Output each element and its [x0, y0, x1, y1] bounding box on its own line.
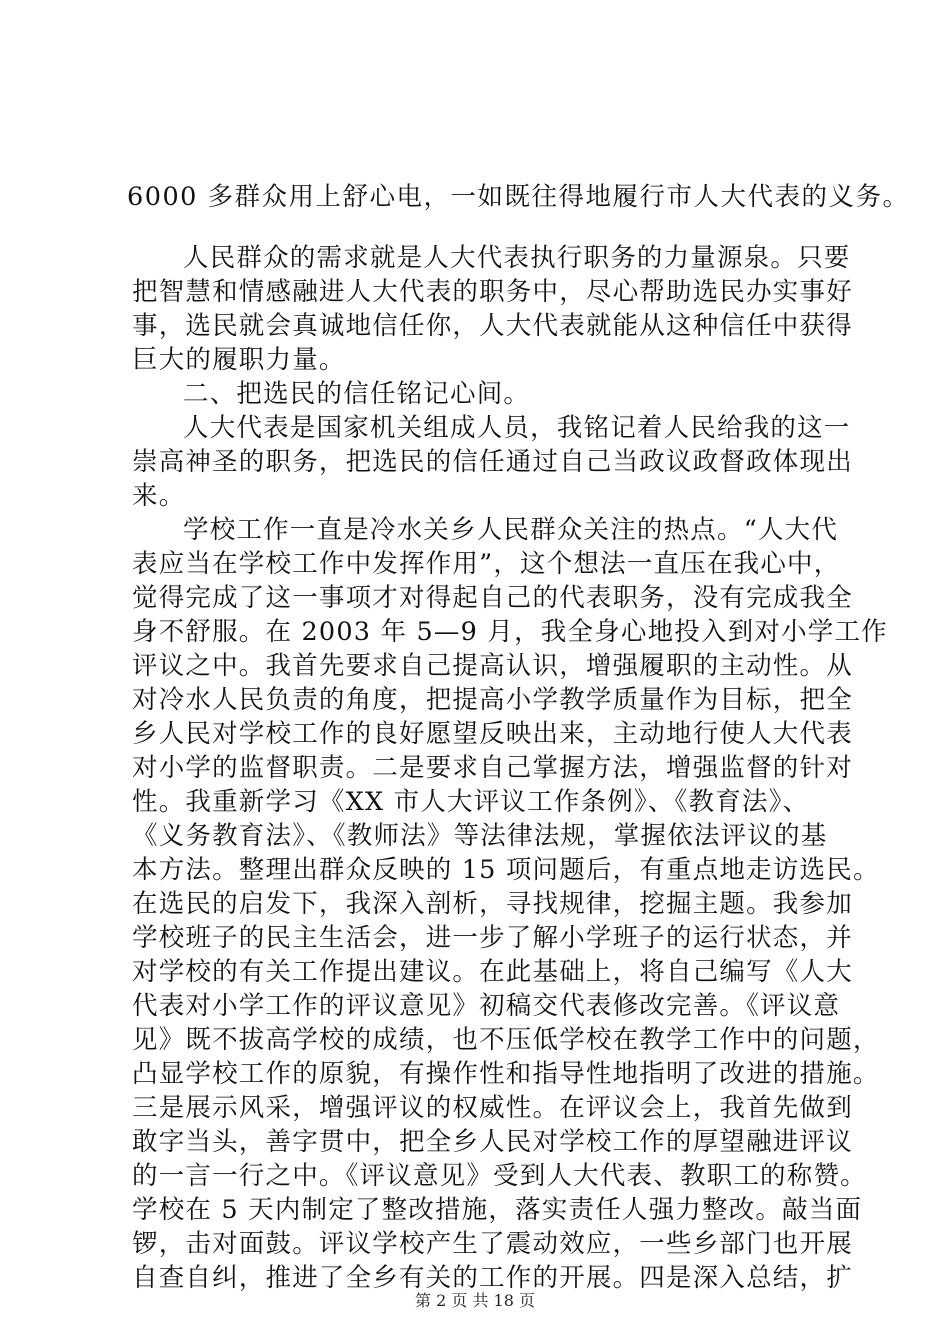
text-line: 的一言一行之中。《评议意见》受到人大代表、教职工的称赞。 [132, 1161, 867, 1191]
text-line: 在选民的启发下，我深入剖析，寻找规律，挖掘主题。我参加 [132, 889, 853, 919]
text-line: 事，选民就会真诚地信任你，人大代表就能从这种信任中获得 [132, 311, 853, 341]
section-heading: 二、把选民的信任铭记心间。 [183, 379, 531, 409]
text-line: 自查自纠，推进了全乡有关的工作的开展。四是深入总结，扩 [132, 1263, 853, 1293]
paragraph-first-line: 人民群众的需求就是人大代表执行职务的力量源泉。只要 [183, 243, 851, 273]
text-line: 《义务教育法》、《教师法》等法律法规，掌握依法评议的基 [132, 821, 828, 851]
text-line: 对冷水人民负责的角度，把提高小学教学质量作为目标，把全 [132, 685, 853, 715]
text-line: 学校班子的民主生活会，进一步了解小学班子的运行状态，并 [132, 923, 853, 953]
page-number-footer: 第 2 页 共 18 页 [415, 1291, 535, 1310]
text-line: 对学校的有关工作提出建议。在此基础上，将自己编写《人大 [132, 957, 853, 987]
text-line: 把智慧和情感融进人大代表的职务中，尽心帮助选民办实事好 [132, 277, 853, 307]
text-line: 学校在 5 天内制定了整改措施，落实责任人强力整改。敲当面 [132, 1195, 863, 1225]
text-line: 6000 多群众用上舒心电，一如既往得地履行市人大代表的义务。 [127, 182, 910, 212]
text-line: 见》既不拔高学校的成绩，也不压低学校在教学工作中的问题， [132, 1025, 880, 1055]
text-line: 三是展示风采，增强评议的权威性。在评议会上，我首先做到 [132, 1093, 853, 1123]
text-line: 来。 [132, 481, 186, 511]
text-line: 代表对小学工作的评议意见》初稿交代表修改完善。《评议意 [132, 991, 841, 1021]
text-line: 性。我重新学习《XX 市人大评议工作条例》、《教育法》、 [132, 787, 810, 817]
text-line: 对小学的监督职责。二是要求自己掌握方法，增强监督的针对 [132, 753, 853, 783]
paragraph-first-line: 人大代表是国家机关组成人员，我铭记着人民给我的这一 [183, 413, 851, 443]
text-line: 身不舒服。在 2003 年 5—9 月，我全身心地投入到对小学工作 [132, 617, 888, 647]
paragraph-first-line: 学校工作一直是冷水关乡人民群众关注的热点。“人大代 [183, 515, 839, 545]
text-line: 巨大的履职力量。 [132, 345, 346, 375]
text-line: 乡人民对学校工作的良好愿望反映出来，主动地行使人大代表 [132, 719, 853, 749]
text-line: 凸显学校工作的原貌，有操作性和指导性地指明了改进的措施。 [132, 1059, 880, 1089]
text-line: 敢字当头，善字贯中，把全乡人民对学校工作的厚望融进评议 [132, 1127, 853, 1157]
text-line: 评议之中。我首先要求自己提高认识，增强履职的主动性。从 [132, 651, 853, 681]
text-line: 觉得完成了这一事项才对得起自己的代表职务，没有完成我全 [132, 583, 853, 613]
text-line: 锣，击对面鼓。评议学校产生了震动效应，一些乡部门也开展 [132, 1229, 853, 1259]
text-line: 本方法。整理出群众反映的 15 项问题后，有重点地走访选民。 [132, 855, 880, 885]
text-line: 崇高神圣的职务，把选民的信任通过自己当政议政督政体现出 [132, 447, 853, 477]
text-line: 表应当在学校工作中发挥作用”，这个想法一直压在我心中， [132, 549, 841, 579]
